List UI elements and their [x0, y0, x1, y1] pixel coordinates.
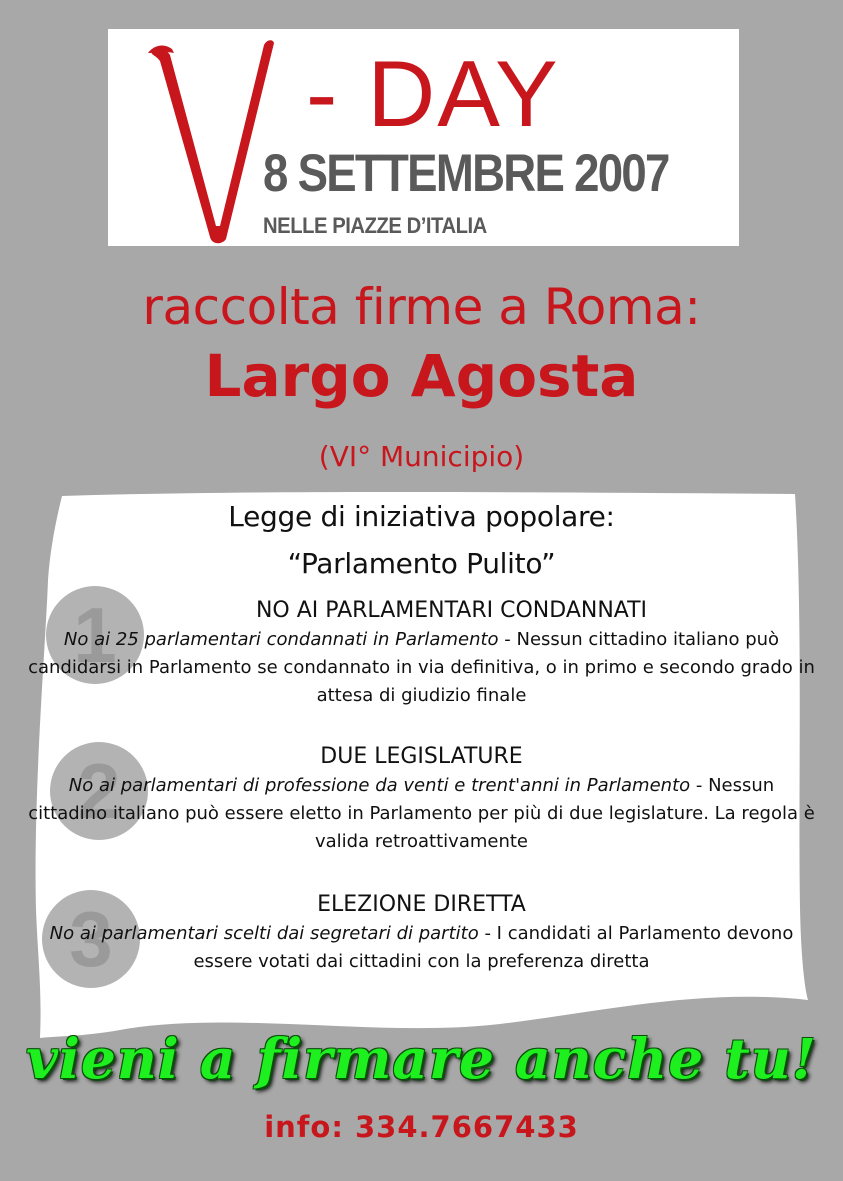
point-body: [27, 920, 817, 976]
number-badge-3: 3: [42, 890, 140, 988]
point-body: [27, 626, 817, 710]
headline-district: (VI° Municipio): [318, 440, 525, 473]
call-to-action: vieni a firmare anche tu!: [26, 1026, 817, 1091]
point-text: - I candidati al Parlamento devono essere votati dai cittadini con la preferenza diretta: [193, 923, 794, 972]
number-badge-2: 2: [50, 742, 148, 840]
point-text: - Nessun cittadino italiano può candidarsi in Parlamento se condannato in via definitiva, o in primo e secondo grado in attesa di giudizio finale: [28, 629, 815, 706]
logo-subtitle: NELLE PIAZZE D’ITALIA: [263, 213, 487, 238]
v-brush-logo: [146, 31, 276, 246]
headline-raccolta: raccolta firme a Roma:: [142, 278, 701, 336]
event-date: 8 SETTEMBRE 2007: [263, 144, 669, 203]
point-lead: No ai parlamentari scelti dai segretari di partito: [49, 923, 479, 944]
law-point-1: [0, 596, 843, 710]
headline-location: Largo Agosta: [204, 342, 639, 410]
point-lead: No ai parlamentari di professione da venti e trent'anni in Parlamento: [68, 775, 691, 796]
logo-day-text: - DAY: [306, 41, 560, 146]
law-name: “Parlamento Pulito”: [287, 547, 556, 580]
point-lead: No ai 25 parlamentari condannati in Parlamento: [63, 629, 499, 650]
law-point-2: [0, 742, 843, 856]
point-title: NO AI PARLAMENTARI CONDANNATI: [255, 598, 648, 623]
point-text: - Nessun cittadino italiano può essere eletto in Parlamento per più di due legislature. La regola è valida retroattivamente: [28, 775, 815, 852]
law-heading: Legge di iniziativa popolare:: [228, 500, 615, 533]
law-point-3: [0, 890, 843, 976]
point-body: [27, 772, 817, 856]
point-title: DUE LEGISLATURE: [320, 744, 523, 769]
point-title: ELEZIONE DIRETTA: [317, 892, 526, 917]
number-badge-1: 1: [46, 586, 144, 684]
v-day-logo: [108, 29, 739, 246]
info-phone: info: 334.7667433: [264, 1110, 579, 1144]
